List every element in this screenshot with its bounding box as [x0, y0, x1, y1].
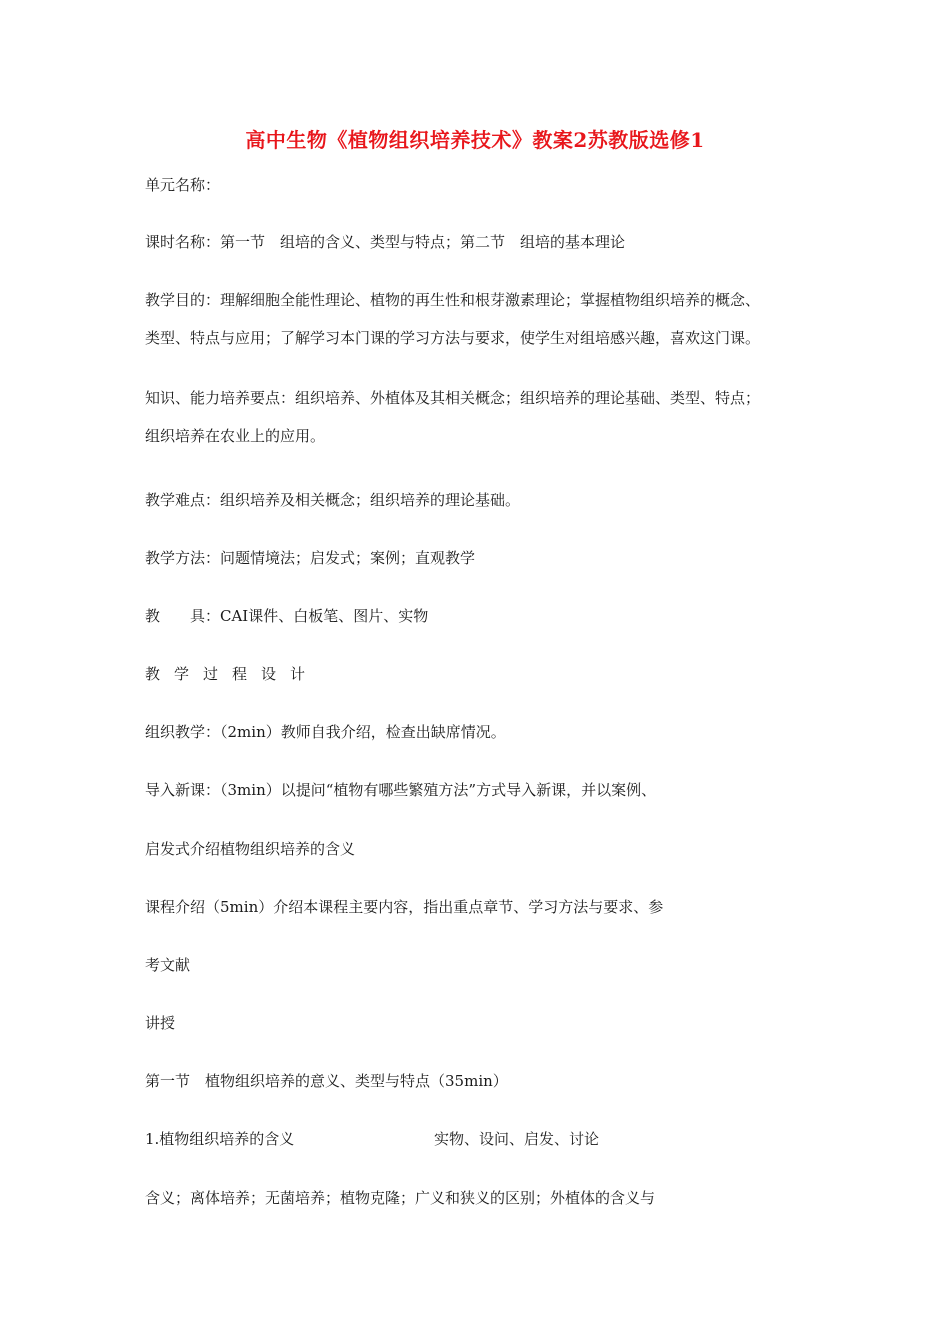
intro-line-1: 导入新课：（3min）以提问“植物有哪些繁殖方法”方式导入新课，并以案例、	[145, 781, 657, 799]
organization: 组织教学：（2min）教师自我介绍，检查出缺席情况。	[145, 723, 506, 741]
item-1-row	[145, 1125, 815, 1154]
objectives-line-1: 教学目的：理解细胞全能性理论、植物的再生性和根芽激素理论；掌握植物组织培养的概念、	[145, 291, 761, 309]
lesson-name: 课时名称：第一节 组培的含义、类型与特点；第二节 组培的基本理论	[145, 233, 626, 251]
intro-line-2: 启发式介绍植物组织培养的含义	[145, 840, 356, 858]
teaching-difficulties: 教学难点：组织培养及相关概念；组织培养的理论基础。	[145, 491, 521, 509]
course-intro-line-2: 考文献	[145, 956, 191, 974]
teaching-methods: 教学方法：问题情境法；启发式；案例；直观教学	[145, 549, 476, 567]
item-1-detail: 含义；离体培养；无菌培养；植物克隆；广义和狭义的区别；外植体的含义与	[145, 1189, 656, 1207]
key-points-line-1: 知识、能力培养要点：组织培养、外植体及其相关概念；组织培养的理论基础、类型、特点；	[145, 389, 761, 407]
teaching-objectives	[145, 286, 815, 353]
section-1-heading: 第一节 植物组织培养的意义、类型与特点（35min）	[145, 1072, 508, 1090]
course-intro-line-1: 课程介绍（5min）介绍本课程主要内容，指出重点章节、学习方法与要求、参	[145, 898, 664, 916]
item-1-methods: 实物、设问、启发、讨论	[434, 1130, 600, 1148]
document-title: 高中生物《植物组织培养技术》教案2苏教版选修1	[245, 128, 705, 152]
lecture-heading: 讲授	[145, 1014, 176, 1032]
item-1-title: 1.植物组织培养的含义	[145, 1130, 295, 1148]
teaching-tools: 教 具：CAI课件、白板笔、图片、实物	[145, 607, 429, 625]
process-heading: 教学过程设计	[145, 665, 320, 683]
objectives-line-2: 类型、特点与应用；了解学习本门课的学习方法与要求，使学生对组培感兴趣，喜欢这门课。	[145, 329, 761, 347]
unit-name: 单元名称：	[145, 176, 221, 194]
key-points	[145, 384, 815, 451]
key-points-line-2: 组织培养在农业上的应用。	[145, 427, 326, 445]
